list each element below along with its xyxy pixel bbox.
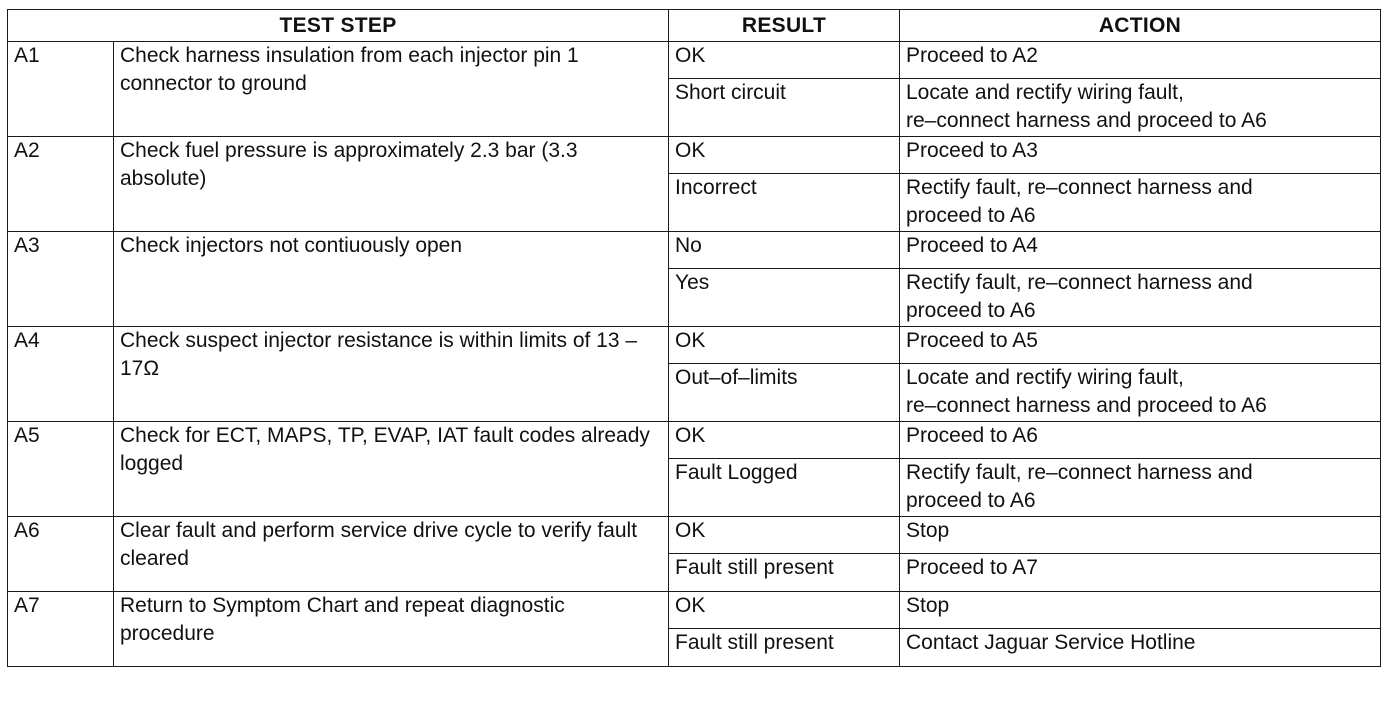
- action-cell: [900, 269, 1381, 327]
- header-action: ACTION: [900, 10, 1381, 42]
- result-cell: OK: [669, 422, 900, 459]
- header-result: RESULT: [669, 10, 900, 42]
- result-cell: Out–of–limits: [669, 364, 900, 422]
- table-row: [8, 422, 1381, 459]
- step-id: A7: [8, 592, 114, 667]
- action-cell: Proceed to A5: [900, 327, 1381, 364]
- result-cell: Yes: [669, 269, 900, 327]
- step-description: Check fuel pressure is approximately 2.3 bar (3.3 absolute): [114, 137, 669, 232]
- step-id: A6: [8, 517, 114, 592]
- table-row: [8, 42, 1381, 79]
- result-cell: OK: [669, 592, 900, 629]
- step-description: Check for ECT, MAPS, TP, EVAP, IAT fault codes already logged: [114, 422, 669, 517]
- result-cell: OK: [669, 327, 900, 364]
- action-cell: Proceed to A7: [900, 554, 1381, 592]
- action-cell: Proceed to A3: [900, 137, 1381, 174]
- step-id: A4: [8, 327, 114, 422]
- result-cell: OK: [669, 42, 900, 79]
- table-row: [8, 137, 1381, 174]
- action-cell: [900, 459, 1381, 517]
- action-cell: [900, 174, 1381, 232]
- table-row: [8, 327, 1381, 364]
- table-row: [8, 232, 1381, 269]
- action-line: Rectify fault, re–connect harness and: [906, 461, 1253, 484]
- result-cell: OK: [669, 517, 900, 554]
- action-line: Rectify fault, re–connect harness and: [906, 271, 1253, 294]
- step-description: Clear fault and perform service drive cycle to verify fault cleared: [114, 517, 669, 592]
- action-line: re–connect harness and proceed to A6: [906, 109, 1267, 132]
- action-line: proceed to A6: [906, 299, 1036, 322]
- step-description: Check suspect injector resistance is within limits of 13 – 17Ω: [114, 327, 669, 422]
- result-cell: OK: [669, 137, 900, 174]
- action-line: Locate and rectify wiring fault,: [906, 366, 1184, 389]
- result-cell: Fault still present: [669, 554, 900, 592]
- header-test-step: TEST STEP: [8, 10, 669, 42]
- result-cell: No: [669, 232, 900, 269]
- header-row: [8, 10, 1381, 42]
- action-line: re–connect harness and proceed to A6: [906, 394, 1267, 417]
- action-line: Locate and rectify wiring fault,: [906, 81, 1184, 104]
- step-id: A3: [8, 232, 114, 327]
- action-cell: Contact Jaguar Service Hotline: [900, 629, 1381, 667]
- result-cell: Short circuit: [669, 79, 900, 137]
- result-cell: Fault Logged: [669, 459, 900, 517]
- action-cell: Proceed to A6: [900, 422, 1381, 459]
- action-line: proceed to A6: [906, 489, 1036, 512]
- action-cell: Stop: [900, 517, 1381, 554]
- step-description: Return to Symptom Chart and repeat diagnostic procedure: [114, 592, 669, 667]
- step-id: A5: [8, 422, 114, 517]
- step-id: A1: [8, 42, 114, 137]
- action-cell: Stop: [900, 592, 1381, 629]
- action-line: proceed to A6: [906, 204, 1036, 227]
- action-cell: Proceed to A4: [900, 232, 1381, 269]
- action-line: Rectify fault, re–connect harness and: [906, 176, 1253, 199]
- table-row: [8, 592, 1381, 629]
- action-cell: Proceed to A2: [900, 42, 1381, 79]
- step-id: A2: [8, 137, 114, 232]
- action-cell: [900, 364, 1381, 422]
- result-cell: Fault still present: [669, 629, 900, 667]
- step-description: Check harness insulation from each injector pin 1 connector to ground: [114, 42, 669, 137]
- result-cell: Incorrect: [669, 174, 900, 232]
- step-description: Check injectors not contiuously open: [114, 232, 669, 327]
- diagnostic-table: [7, 9, 1381, 667]
- table-row: [8, 517, 1381, 554]
- action-cell: [900, 79, 1381, 137]
